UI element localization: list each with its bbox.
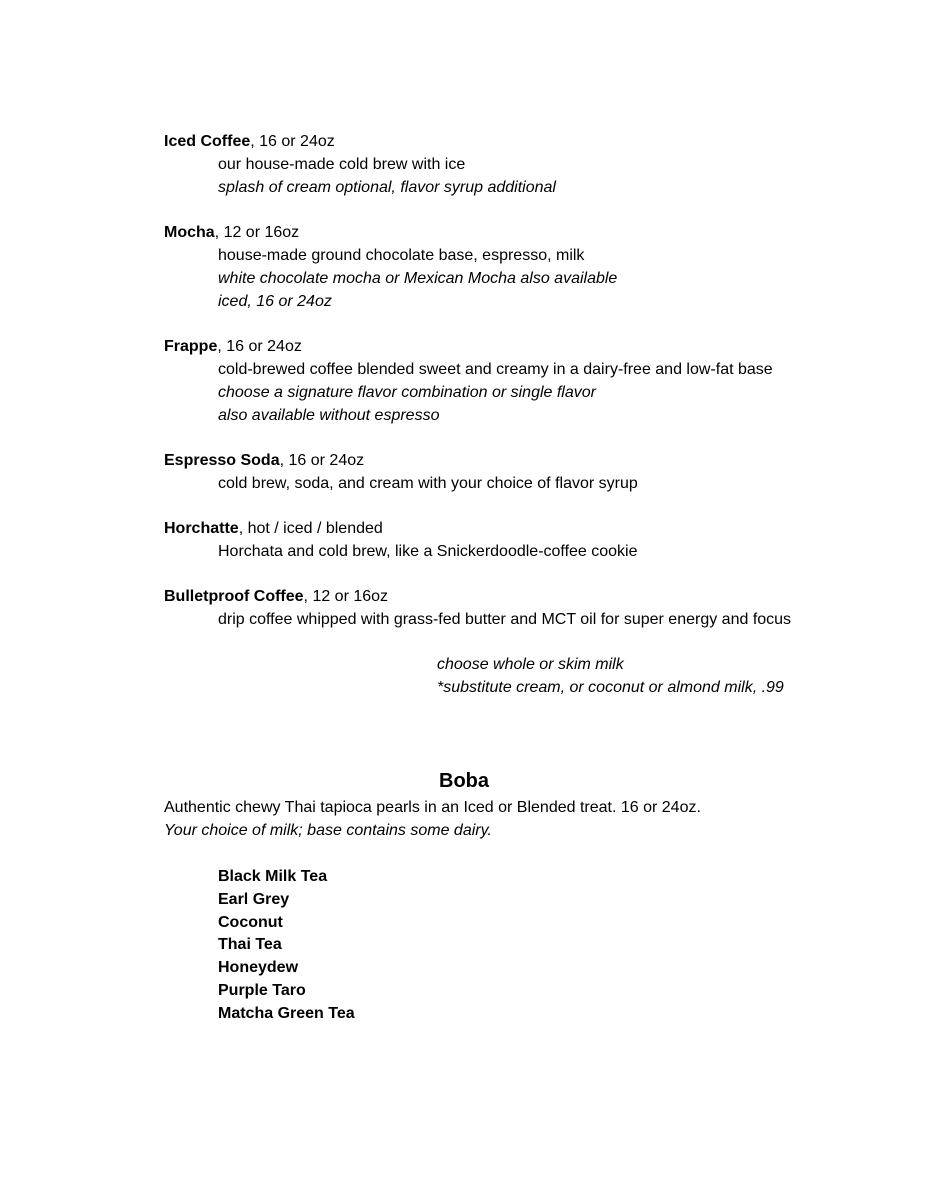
menu-item-espresso-soda xyxy=(164,449,864,495)
menu-item-bulletproof-coffee xyxy=(164,585,864,631)
item-description: cold-brewed coffee blended sweet and creamy in a dairy-free and low-fat base xyxy=(218,361,773,378)
menu-item-mocha xyxy=(164,221,864,313)
item-name: Espresso Soda xyxy=(164,452,280,469)
boba-flavor: Purple Taro xyxy=(218,981,306,999)
item-size: , 16 or 24oz xyxy=(250,133,335,150)
item-name: Iced Coffee xyxy=(164,133,251,150)
item-size: , 12 or 16oz xyxy=(214,224,300,241)
item-size: , 12 or 16oz xyxy=(303,588,389,605)
milk-note-line: *substitute cream, or coconut or almond milk, .99 xyxy=(437,679,784,696)
item-name: Mocha xyxy=(164,224,215,241)
item-description: drip coffee whipped with grass-fed butter and MCT oil for super energy and focus xyxy=(218,611,792,628)
item-size: , hot / iced / blended xyxy=(238,520,383,537)
item-heading xyxy=(164,585,864,608)
item-description: cold brew, soda, and cream with your choice of flavor syrup xyxy=(218,475,638,492)
menu-item-iced-coffee xyxy=(164,130,864,199)
item-description: Horchata and cold brew, like a Snickerdoodle-coffee cookie xyxy=(218,543,638,560)
boba-description-block xyxy=(164,796,884,842)
item-size: , 16 or 24oz xyxy=(279,452,365,469)
boba-flavor: Matcha Green Tea xyxy=(218,1004,355,1022)
item-description: our house-made cold brew with ice xyxy=(218,156,466,173)
boba-flavor: Earl Grey xyxy=(218,890,290,908)
item-heading xyxy=(164,221,864,244)
menu-item-frappe xyxy=(164,335,864,427)
boba-description: Authentic chewy Thai tapioca pearls in an Iced or Blended treat. 16 or 24oz. xyxy=(164,799,701,816)
item-heading xyxy=(164,130,864,153)
item-name: Bulletproof Coffee xyxy=(164,588,304,605)
menu-item-horchatte xyxy=(164,517,864,563)
milk-note-line: choose whole or skim milk xyxy=(437,656,624,673)
item-heading xyxy=(164,517,864,540)
milk-options-note xyxy=(437,653,897,699)
item-note: also available without espresso xyxy=(218,407,440,424)
item-note: iced, 16 or 24oz xyxy=(218,293,332,310)
item-description: house-made ground chocolate base, espresso, milk xyxy=(218,247,585,264)
boba-flavor: Black Milk Tea xyxy=(218,868,328,885)
item-name: Frappe xyxy=(164,338,218,355)
item-note: splash of cream optional, flavor syrup additional xyxy=(218,179,556,196)
boba-flavor: Thai Tea xyxy=(218,936,282,954)
item-size: , 16 or 24oz xyxy=(217,338,302,355)
item-heading xyxy=(164,449,864,472)
boba-flavor: Coconut xyxy=(218,913,283,931)
boba-flavor-list xyxy=(218,865,355,1025)
item-name: Horchatte xyxy=(164,520,239,537)
item-note: choose a signature flavor combination or single flavor xyxy=(218,384,596,401)
boba-section-title: Boba xyxy=(439,770,489,792)
item-heading xyxy=(164,335,864,358)
item-note: white chocolate mocha or Mexican Mocha also available xyxy=(218,270,618,287)
boba-note: Your choice of milk; base contains some dairy. xyxy=(164,822,492,839)
boba-flavor: Honeydew xyxy=(218,959,299,977)
